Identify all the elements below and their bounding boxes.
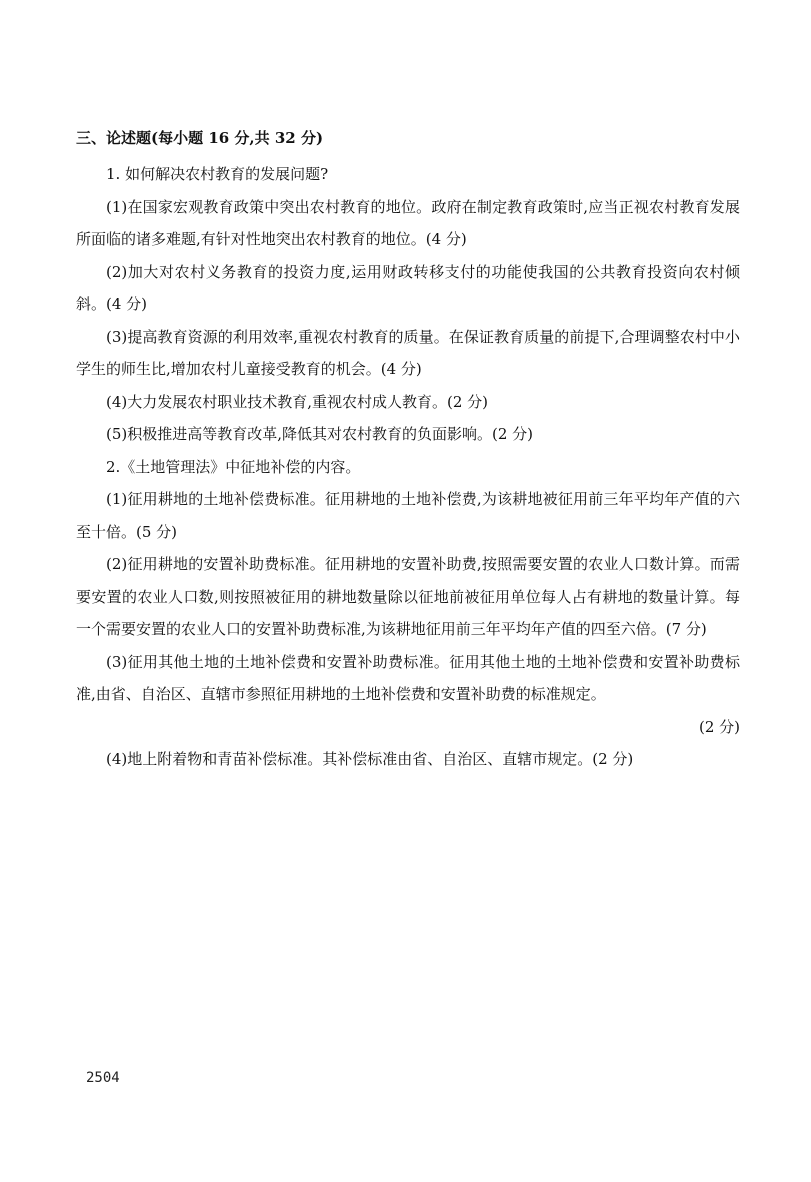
question-1-answer-5: (5)积极推进高等教育改革,降低其对农村教育的负面影响。(2 分) xyxy=(106,425,534,443)
question-2-answer-3-score: (2 分) xyxy=(698,717,740,736)
question-1-answer-3: (3)提高教育资源的利用效率,重视农村教育的质量。在保证教育质量的前提下,合理调整农村中小学生的师生比,增加农村儿童接受教育的机会。(4 分) xyxy=(76,327,740,378)
question-1-answer-2: (2)加大对农村义务教育的投资力度,运用财政转移支付的功能使我国的公共教育投资向农村倾斜。(4 分) xyxy=(76,262,740,313)
question-1-answer-4: (4)大力发展农村职业技术教育,重视农村成人教育。(2 分) xyxy=(106,392,489,411)
question-2-title: 2.《土地管理法》中征地补偿的内容。 xyxy=(106,457,361,476)
question-2-answer-4: (4)地上附着物和青苗补偿标准。其补偿标准由省、自治区、直辖市规定。(2 分) xyxy=(106,750,634,768)
question-2-answer-2: (2)征用耕地的安置补助费标准。征用耕地的安置补助费,按照需要安置的农业人口数计算。而需要安置的农业人口数,则按照被征用的耕地数量除以征地前被征用单位每人占有耕地的数量计算。每一个需要安置的农业人口的安置补助费标准,为该耕地征用前三年平均年产值的四至六倍。(7 分) xyxy=(76,555,740,638)
page-number: 2504 xyxy=(86,1070,120,1086)
question-1-title: 1. 如何解决农村教育的发展问题? xyxy=(106,165,329,183)
question-1-answer-1: (1)在国家宏观教育政策中突出农村教育的地位。政府在制定教育政策时,应当正视农村教育发展所面临的诸多难题,有针对性地突出农村教育的地位。(4 分) xyxy=(76,197,740,248)
answer-content xyxy=(76,158,740,776)
question-2-answer-3: (3)征用其他土地的土地补偿费和安置补助费标准。征用其他土地的土地补偿费和安置补助费标准,由省、自治区、直辖市参照征用耕地的土地补偿费和安置补助费的标准规定。 xyxy=(76,652,740,703)
section-heading: 三、论述题(每小题 16 分,共 32 分) xyxy=(76,129,324,147)
question-2-answer-1: (1)征用耕地的土地补偿费标准。征用耕地的土地补偿费,为该耕地被征用前三年平均年产值的六至十倍。(5 分) xyxy=(76,490,740,541)
